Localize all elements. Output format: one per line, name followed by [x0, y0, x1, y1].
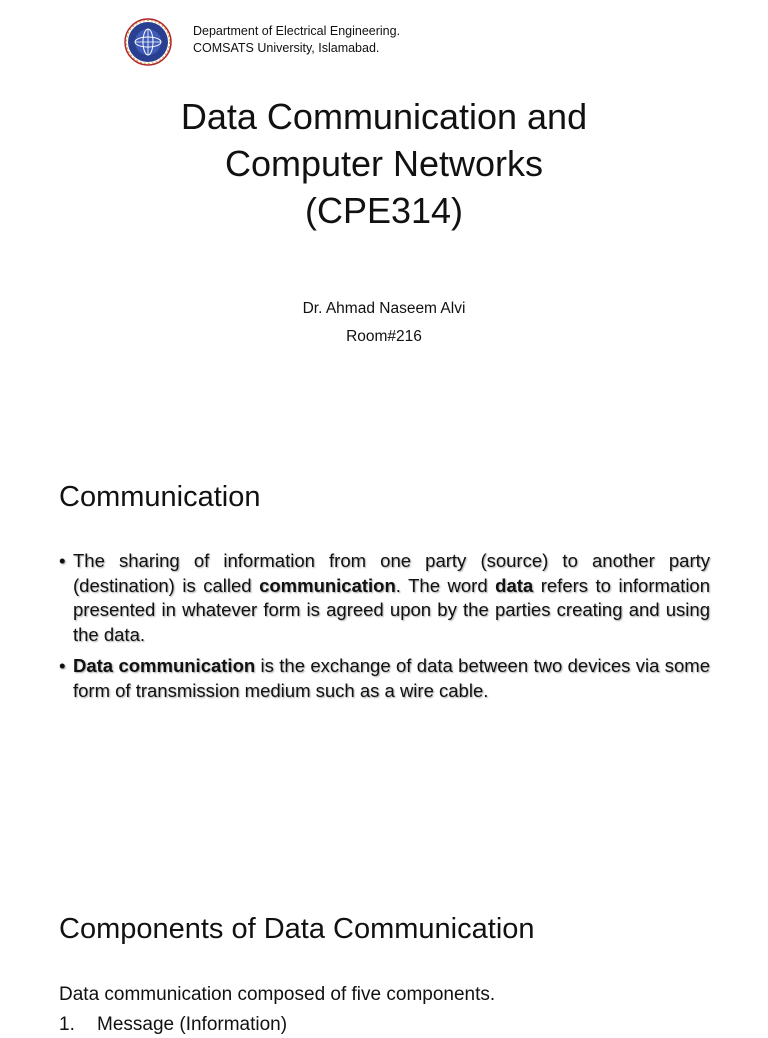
bullet-item — [59, 654, 710, 703]
title-line-2: Computer Networks — [224, 143, 544, 184]
bullet-dot-icon: • — [59, 550, 66, 571]
bullet1-text-1: The sharing of information from one party (source) to another party (destination) is called — [73, 550, 710, 596]
list-item-number: 1. — [59, 1014, 75, 1035]
university-logo-icon — [124, 18, 172, 66]
instructor-name: Dr. Ahmad Naseem Alvi — [302, 300, 466, 317]
bullet1-text-3: refers to information presented in whatever form is agreed upon by the parties creating and using the data. — [73, 574, 711, 645]
bullet2-bold-data-communication: Data communication — [73, 655, 256, 676]
communication-bullets — [59, 549, 710, 710]
components-heading: Components of Data Communication — [59, 913, 535, 945]
university-name: COMSATS University, Islamabad. — [193, 41, 380, 55]
title-line-1: Data Communication and — [180, 96, 588, 137]
title-line-3: (CPE314) — [304, 190, 464, 231]
course-title — [0, 93, 768, 234]
instructor-info — [0, 295, 768, 351]
communication-heading: Communication — [59, 481, 261, 513]
components-intro: Data communication composed of five components. — [59, 984, 496, 1005]
components-list-item — [59, 1012, 287, 1038]
room-number: Room#216 — [346, 328, 422, 345]
department-name: Department of Electrical Engineering. — [193, 24, 401, 38]
header-institution — [193, 23, 400, 57]
list-item-label: Message (Information) — [97, 1014, 288, 1035]
bullet2-text-1: is the exchange of data between two devices via some form of transmission medium such as a wire cable. — [73, 655, 710, 701]
bullet-dot-icon: • — [59, 655, 66, 676]
bullet1-bold-data: data — [495, 574, 534, 596]
bullet1-text-2: . The word — [395, 574, 496, 596]
bullet-item — [59, 549, 710, 647]
bullet1-bold-communication: communication — [259, 574, 396, 596]
